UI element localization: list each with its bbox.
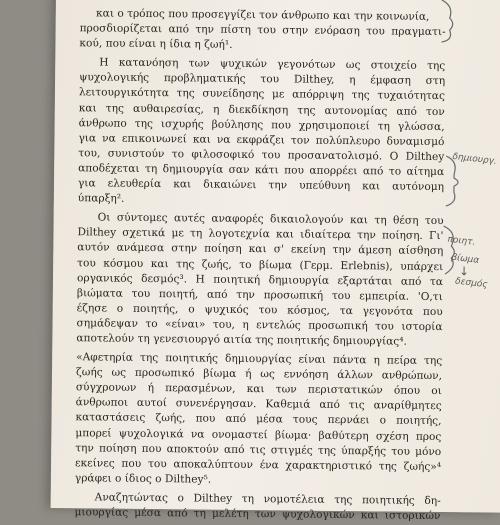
book-page	[51, 0, 500, 523]
text-line: ζωής ως προσωπικό βίωμα ή ως εννόηση άλλων ανθρώπων,	[75, 366, 443, 383]
margin-note-1: δημιουργ.	[451, 151, 498, 167]
text-line: έζησε ο ποιητής, ο ψυχικός του κόσμος, τα γεγονότα που	[76, 302, 443, 318]
text-line: κού, που είναι η ίδια η ζωή¹.	[79, 37, 233, 52]
text-line: αποδέχεται τη δημιουργία σαν κάτι που απορρέει από το αίτημα	[78, 162, 445, 179]
margin-note-4: δεσμός	[454, 276, 489, 291]
text-line: Dilthey σχετικά με τη λογοτεχνία και ιδιαίτερα την ποίηση. Γι'	[77, 226, 444, 243]
text-line: «Αφετηρία της ποιητικής δημιουργίας είναι πάντα η πείρα της	[76, 351, 443, 368]
margin-note-3: βίωμα	[450, 252, 480, 266]
text-line: μιουργίας μέσα από τη μελέτη των ψυχολογικών και ιστορικών	[74, 506, 441, 523]
margin-notes	[443, 0, 500, 513]
text-line: του, συνιστούν το φιλοσοφικό του προσανατολισμό. Ο Dilthey	[78, 147, 445, 163]
text-line: για να επικοινωνεί και να εκφράζει τον πολύπλευρο δυναμισμό	[78, 131, 445, 148]
text-line: Οι σύντομες αυτές αναφορές δικαιολογούν και τη θέση του	[97, 211, 444, 228]
text-line: του κόσμου και της ζωής, το βίωμα (Γερμ. Erlebnis), υπάρχει	[77, 256, 444, 273]
text-line: Η κατανόηση των ψυχικών γεγονότων ως στοιχείο της	[99, 56, 446, 73]
text-line: και ο τρόπος που προσεγγίζει τον άνθρωπο και την κοινωνία,	[96, 7, 430, 23]
text-line: οργανικός δεσμός³. Η ποιητική δημιουργία εξαρτάται από τα	[76, 271, 444, 288]
text-line: ψυχολογικής προβληματικής του Dilthey, η έμφαση στη	[79, 71, 446, 88]
down-arrow-icon: ↓	[459, 264, 470, 279]
text-line: σύγχρονων ή περασμένων, και των περιστατικών όπου οι	[75, 381, 442, 398]
text-line: μπορεί ψυχολογικά να ονομαστεί βίωμα· βαθύτερη σχέση προς	[75, 426, 442, 443]
text-line: και της αυθαιρεσίας, η διεκδίκηση της αυτονομίας από τον	[78, 101, 445, 118]
text-line: προσδιορίζεται από την πίστη του στην ενόραση του πραγματι-	[79, 22, 446, 39]
text-line: ύπαρξη².	[77, 192, 125, 205]
text-line: γράφει ο ίδιος ο Dilthey⁵.	[74, 472, 212, 486]
text-line: εκείνες που του αποκαλύπτουν ένα χαρακτηριστικό της ζωής»⁴	[75, 456, 442, 473]
text-line: καταστάσεις ζωής, που από μέσα τους περνάει ο ποιητής,	[75, 411, 442, 428]
text-line: βιώματα του ποιητή, από την προσωπική του εμπειρία. 'Ο,τι	[76, 286, 443, 303]
pen-markings	[51, 0, 500, 513]
text-line: άνθρωπο της ισχυρής βούλησης που χρησιμοποιεί τη γλώσσα,	[78, 116, 445, 133]
text-line: σημάδεψαν το «είναι» του, η εντελώς προσωπική του ιστορία	[76, 317, 443, 333]
text-line: Αναζητώντας ο Dilthey τη νομοτέλεια της ποιητικής δη-	[94, 491, 441, 507]
text-line: αυτόν ανάμεσα στην ποίηση και σ' εκείνη την άμεση αίσθηση	[77, 241, 444, 258]
margin-note-2: ποιητ.	[446, 234, 476, 248]
text-line: αποτελούν τη γενεσιουργό αιτία της ποιητικής δημιουργίας⁴.	[76, 332, 407, 348]
text-line: για ελευθερία και δικαιώνει την υπεύθυνη και αυτόνομη	[77, 177, 445, 194]
text-line: άνθρωποι αυτοί συνενέργησαν. Καθεμιά από τις αναρίθμητες	[75, 396, 442, 413]
text-line: λειτουργικότητα της συνείδησης με απόρριψη της τυχαιότητας	[78, 86, 445, 103]
text-line: την ποίηση που αποκτούν από τις στιγμές της ύπαρξής του μόνο	[75, 441, 442, 458]
